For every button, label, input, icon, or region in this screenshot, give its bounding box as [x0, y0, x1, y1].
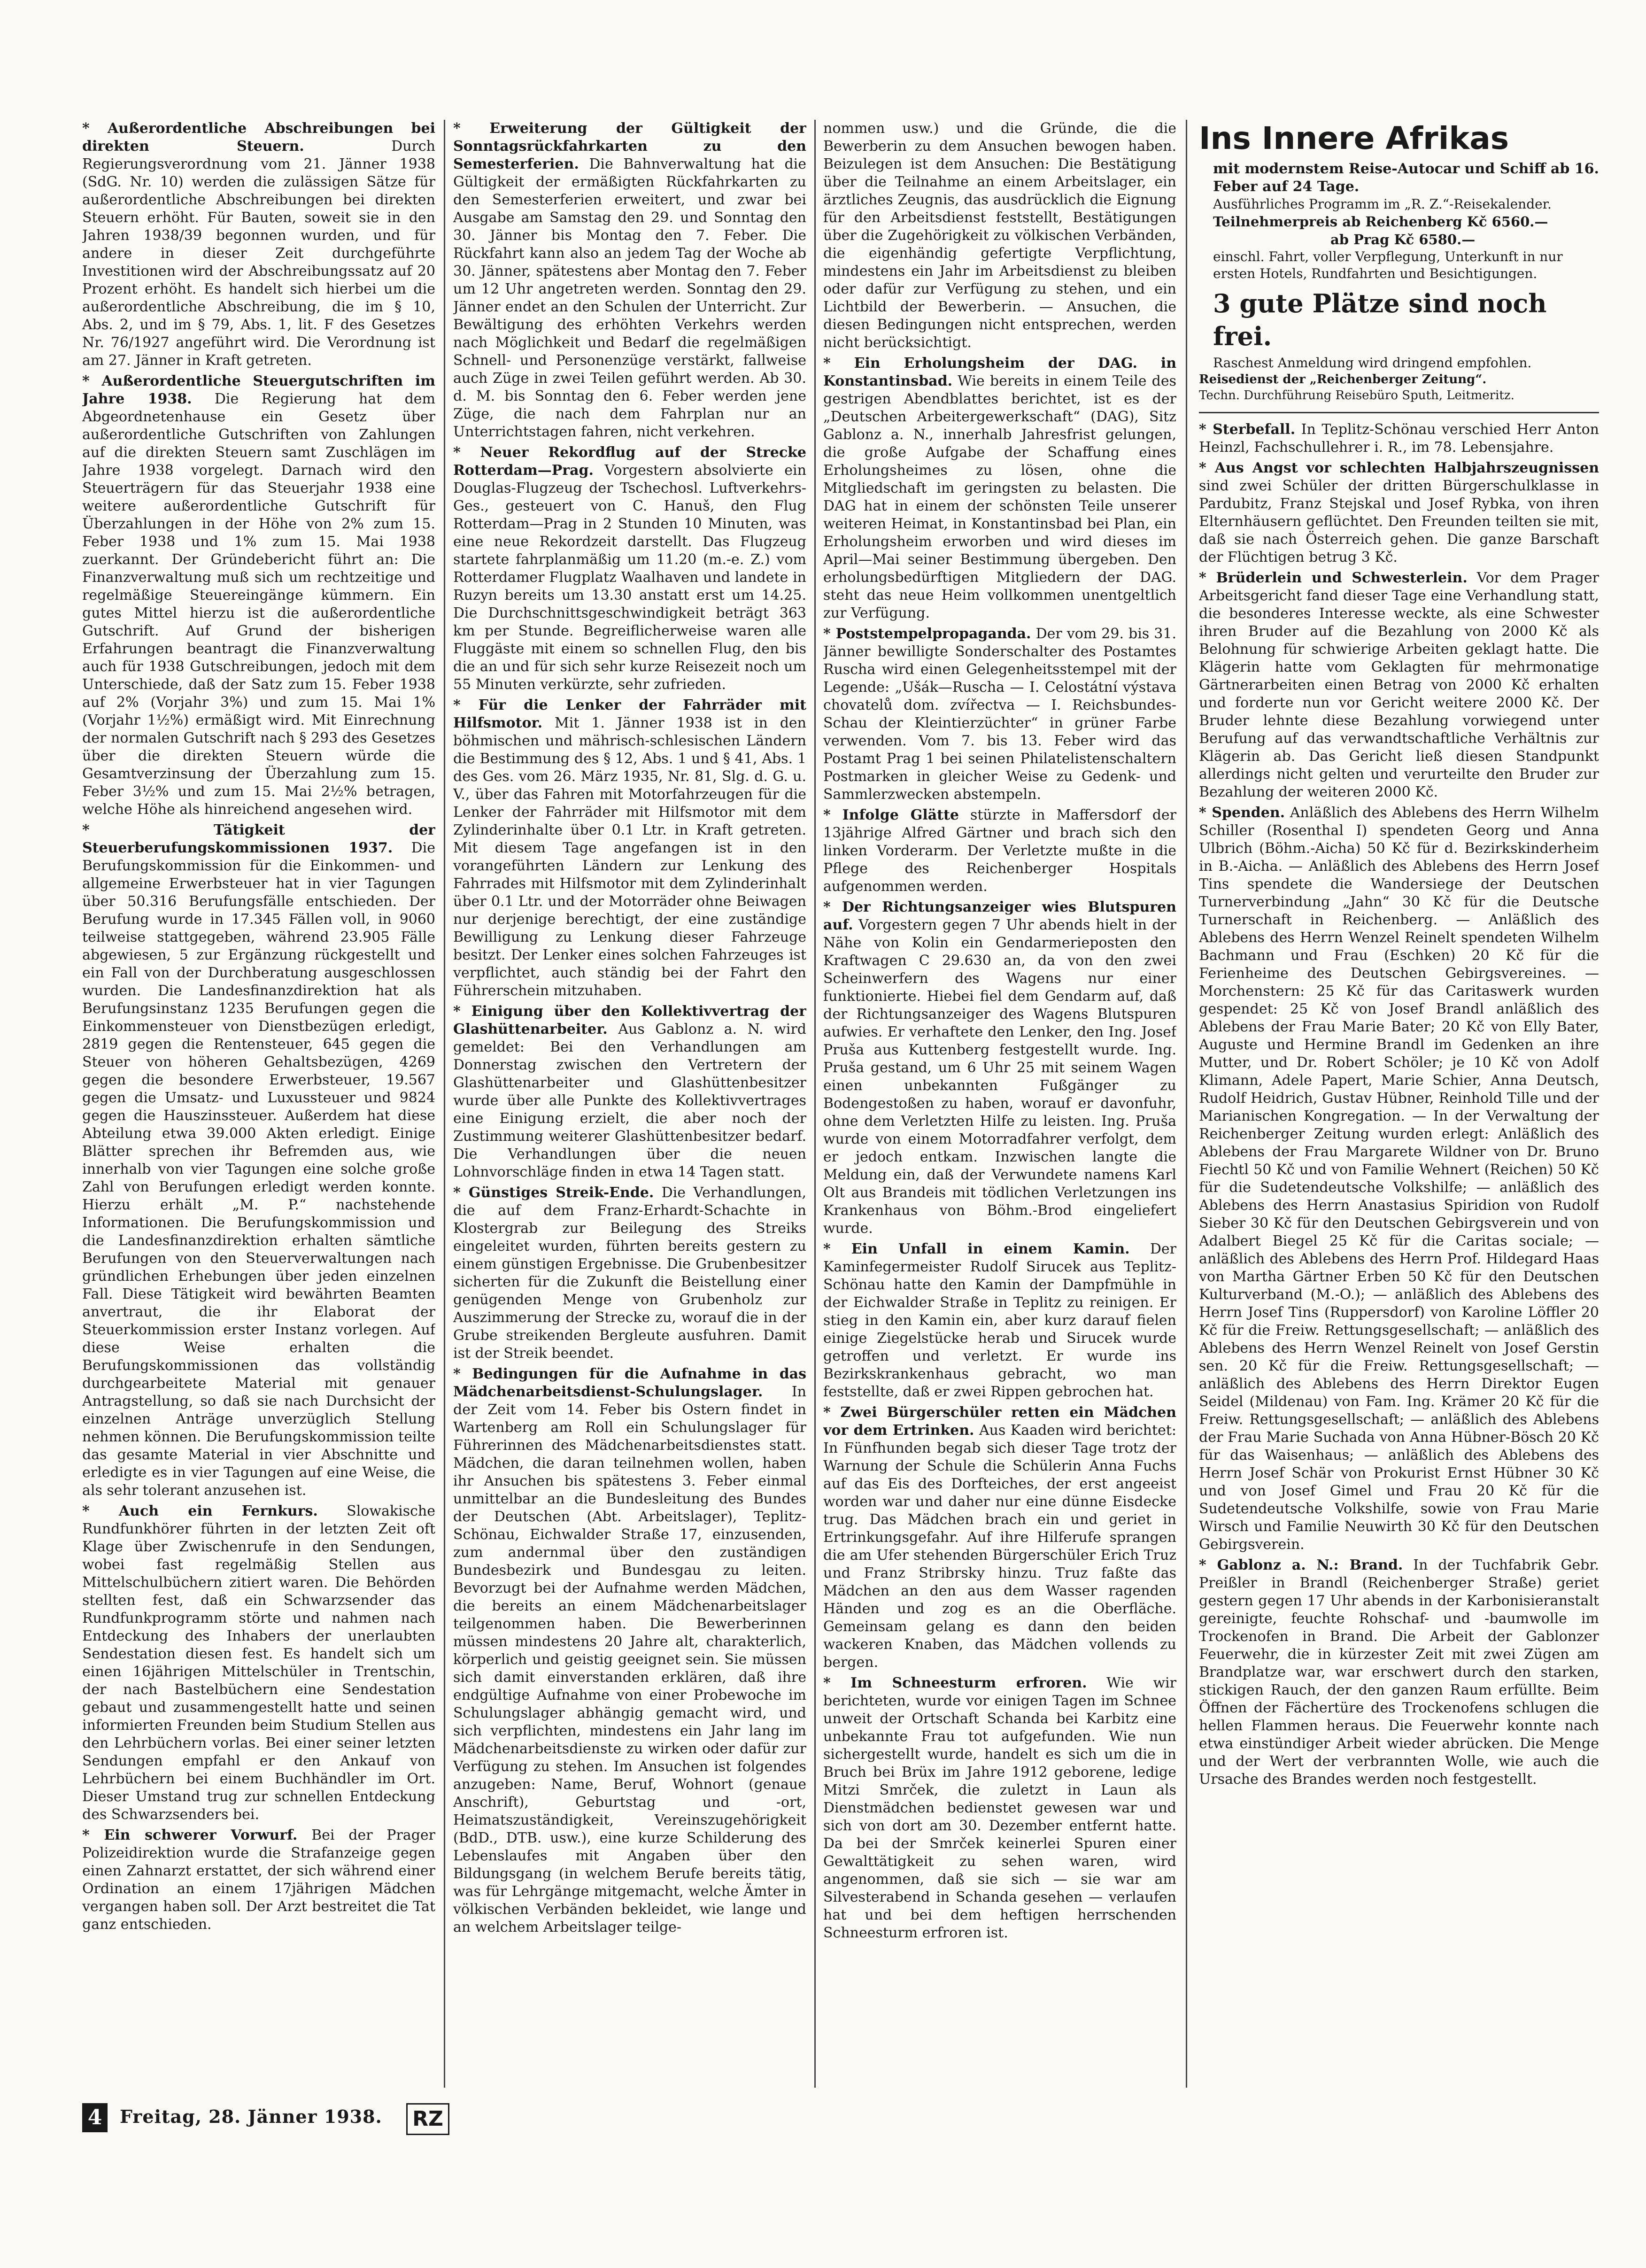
article-body: Vorgestern gegen 7 Uhr abends hielt in der Nähe von Kolin ein Gendarmerieposten den Kraftwagen C 29.630 an, da von den zwei Scheinwerfern des Wagens nur einer funktionierte. Hiebei fiel dem Gendarm auf, daß der Richtungsanzeiger des Wagens Blutspuren aufwies. Er verhaftete den Lenker, den Ing. Josef Pruša aus Kuttenberg festgestellt wurde. Ing. Pruša gestand, um 6 Uhr 25 mit seinem Wagen einen unbekannten Fußgänger zu Bodengestoßen zu haben, worauf er davonfuhr, ohne dem Verletzten Hilfe zu leisten. Ing. Pruša wurde von einem Motorradfahrer verfolgt, dem er jedoch entkam. Inzwischen langte die Meldung ein, daß der Verwundete namens Karl Olt aus Brandeis mit tödlichen Verletzungen ins Krankenhaus von Böhm.-Brod eingeliefert wurde.	[823, 917, 1176, 1237]
article-body: Der vom 29. bis 31. Jänner bewilligte Sonderschalter des Postamtes Ruscha wird einen Gelegenheitsstempel mit der Legende: „Ušák—Ruscha — I. Celostátní výstava chovatelů dom. zvířectva — I. Reichsbundes-Schau der Kleintierzüchter“ in grüner Farbe verwenden. Vom 7. bis 13. Feber wird das Postamt Prag 1 bei seinen Philatelistenschaltern Postmarken in gleicher Weise zu Gedenk- und Sammlerzwecken abstempeln.	[823, 626, 1176, 803]
article-headline: * Tätigkeit der Steuerberufungskommissionen 1937.	[82, 822, 435, 856]
article-body: nommen usw.) und die Gründe, die die Bewerberin zu dem Ansuchen bewogen haben. Beizulegen ist dem Ansuchen: Die Bestätigung über die Teilnahme an einem Arbeitslager, ein ärztliches Zeugnis, das ausdrücklich die Eignung für den Arbeitsdienst feststellt, Bestätigungen über die Zugehörigkeit zu völkischen Verbänden, die eigenhändig gefertigte Verpflichtung, mindestens ein Jahr im Arbeitsdienst zu bleiben oder dafür zur Verfügung zu stehen, und ein Lichtbild der Bewerberin. — Ansuchen, die diesen Bedingungen nicht entsprechen, werden nicht berücksichtigt.	[823, 120, 1176, 351]
column-rule	[444, 120, 445, 2088]
article	[82, 1827, 435, 1934]
article-headline: * Spenden.	[1199, 805, 1285, 821]
newspaper-page	[82, 120, 1599, 2116]
article-body: sind zwei Schüler der dritten Bürgerschulklasse in Pardubitz, Franz Stejskal und Josef Rybka, von ihren Elternhäusern geflüchtet. Den Freunden teilten sie mit, daß sie nach Österreich gehen. Die ganze Barschaft der Flüchtigen betrug 3 Kč.	[1199, 478, 1599, 565]
ad-availability: 3 gute Plätze sind noch frei.	[1213, 288, 1547, 351]
article-body: Anläßlich des Ablebens des Herrn Wilhelm Schiller (Rosenthal I) spendeten Georg und Anna Ulbrich (Böhm.-Aicha) 50 Kč für d. Bezirkskinderheim in B.-Aicha. — Anläßlich des Ablebens des Herrn Josef Tins spendete die Wandersiege der Deutschen Turnerverbindung „Jahn“ 30 Kč für die Deutsche Turnerschaft in Reichenberg. — Anläßlich des Ablebens des Herrn Wenzel Reinelt spendeten Wilhelm Bachmann und Frau (Eschken) 20 Kč für die Ferienheime des Deutschen Gebirgsvereines. — Morchenstern: 25 Kč für das Caritaswerk wurden gespendet: 25 Kč von Josef Brandl anläßlich des Ablebens der Frau Marie Bater; 20 Kč von Elly Bater, Auguste und Hermine Brandl im Gedenken an ihre Mutter, und Dr. Robert Schöler; je 10 Kč von Adolf Klimann, Adele Papert, Marie Schier, Anna Deutsch, Rudolf Heidrich, Gustav Hübner, Reinhold Tille und der Marianischen Kongregation. — In der Verwaltung der Reichenberger Zeitung wurden erlegt: Anläßlich des Ablebens der Frau Margarete Wildner von Dr. Bruno Fiechtl 50 Kč und von Familie Wehnert (Reichen) 50 Kč für die Sudetendeutsche Volkshilfe; — anläßlich des Ablebens des Herrn Anastasius Spiridion von Rudolf Sieber 30 Kč für den Deutschen Gebirgsverein und von Adalbert Biegel 25 Kč für die Caritas sociale; — anläßlich des Ablebens des Herrn Prof. Hildegard Haas von Martha Gärtner Erben 50 Kč für den Deutschen Kulturverband (M.-O.); — anläßlich des Ablebens des Herrn Josef Tins (Ruppersdorf) von Karoline Löffler 20 Kč für die Freiw. Rettungsgesellschaft; — anläßlich des Ablebens des Herrn Wenzel Reinelt von Josef Gerstin sen. 20 Kč für die Freiw. Rettungsgesellschaft; — anläßlich des Ablebens des Herrn Direktor Eugen Seidel (Mildenau) von Fam. Ing. Krämer 20 Kč für die Freiw. Rettungsgesellschaft; — anläßlich des Ablebens der Frau Marie Suchada von Anna Hübner-Bösch 20 Kč für das Waisenhaus; — anläßlich des Ablebens des Herrn Josef Schär von Prokurist Ernst Hübner 30 Kč und von Josef Gimel und Frau 20 Kč für die Sudetendeutsche Volkshilfe, sowie von Frau Marie Wirsch und Familie Neuwirth 30 Kč für den Deutschen Gebirgsverein.	[1199, 805, 1599, 1553]
ad-price-prag	[1213, 231, 1599, 248]
ad-service-label: Reisedienst der „Reichenberger Zeitung“.	[1199, 372, 1487, 387]
ad-subtitle: mit modernstem Reise-Autocar und Schiff ab 16. Feber auf 24 Tage.	[1213, 161, 1599, 195]
ad-price-value: Kč 6580.—	[1394, 232, 1476, 248]
article-body: In der Zeit vom 14. Feber bis Ostern findet in Wartenberg am Roll ein Schulungslager für Führerinnen des Mädchenarbeitsdienstes statt. Mädchen, die daran teilnehmen wollen, haben ihr Ansuchen bis spätestens 3. Feber einmal unmittelbar an die Bundesleitung des Bundes der Deutschen (Abt. Arbeitslager), Teplitz-Schönau, Eichwalder Straße 17, einzusenden, zum andernmal über den zuständigen Bundesbezirk und Bundesgau zu leiten. Bevorzugt bei der Aufnahme werden Mädchen, die bereits an einem Mädchenarbeitslager teilgenommen haben. Die Bewerberinnen müssen mindestens 20 Jahre alt, charakterlich, körperlich und geistig geeignet sein. Sie müssen sich damit einverstanden erklären, daß ihre endgültige Aufnahme von einer Probewoche im Schulungslager abhängig gemacht wird, und sich verpflichten, mindestens ein Jahr lang im Mädchenarbeitsdienste zu wirken oder dafür zur Verfügung zu stehen. Im Ansuchen ist folgendes anzugeben: Name, Beruf, Wohnort (genaue Anschrift), Geburtstag und -ort, Heimatszuständigkeit, Vereinszugehörigkeit (BdD., DTB. usw.), eine kurze Schilderung des Lebenslaufes mit Angaben über den Bildungsgang (in welchem Berufe bereits tätig, was für Lehrgänge mitgemacht, welche Ämter in völkischen Verbänden bekleidet, wie lange und an welchem Arbeitslager teilge-	[453, 1384, 806, 1935]
article-headline: * Neuer Rekordflug auf der Strecke Rotterdam—Prag.	[453, 444, 806, 479]
article-body: Aus Kaaden wird berichtet: In Fünfhunden begab sich dieser Tage trotz der Warnung der Schule die Schülerin Anna Fuchs auf das Eis des Dorfteiches, der erst angeeist worden war und daher nur eine dünne Eisdecke trug. Das Mädchen brach ein und geriet in Ertrinkungsgefahr. Auf ihre Hilferufe sprangen die am Ufer stehenden Bürgerschüler Erich Truz und Franz Stribrsky hinzu. Truz faßte das Mädchen an den aus dem Wasser ragenden Händen und zog es an die Oberfläche. Gemeinsam gelang es dann den beiden wackeren Knaben, das Mädchen vollends zu bergen.	[823, 1422, 1176, 1671]
article-headline: * Einigung über den Kollektivvertrag der Glashüttenarbeiter.	[453, 1003, 806, 1037]
ad-title: Ins Innere Afrikas	[1199, 120, 1509, 156]
page-number: 4	[82, 2103, 108, 2132]
article-headline: * Günstiges Streik-Ende.	[453, 1184, 654, 1201]
article	[823, 1404, 1176, 1672]
article	[823, 806, 1176, 896]
ad-note: Raschest Anmeldung wird dringend empfohlen.	[1213, 355, 1532, 371]
article-body: Vor dem Prager Arbeitsgericht fand dieser Tage eine Verhandlung statt, die besonderes Interesse weckte, als eine Schwester ihren Bruder auf die Bezahlung von 2000 Kč als Belohnung für schwierige Arbeiten geklagt hatte. Die Klägerin hatte vom Geklagten für mehrmonatige Gärtnerarbeiten einen Betrag von 2000 Kč erhalten und forderte nun vor Gericht weitere 2000 Kč. Der Bruder lehnte diese Bezahlung vorwiegend unter Berufung auf das verwandtschaftliche Verhältnis zur Klägerin ab. Das Gericht ließ diesen Standpunkt allerdings nicht gelten und verurteilte den Bruder zur Bezahlung der weiteren 2000 Kč.	[1199, 570, 1599, 800]
article-headline: * Poststempelpropaganda.	[823, 626, 1031, 642]
article-body: Vorgestern absolvierte ein Douglas-Flugzeug der Tschechosl. Luftverkehrs-Ges., gesteuert von C. Hanuš, den Flug Rotterdam—Prag in 2 Stunden 10 Minuten, was eine neue Rekordzeit darstellt. Das Flugzeug startete fahrplanmäßig um 11.20 (m.-e. Z.) vom Rotterdamer Flugplatz Waalhaven und landete in Ruzyn bereits um 13.30 anstatt erst um 14.25. Die Durchschnittsgeschwindigkeit beträgt 363 km per Stunde. Begreiflicherweise waren alle Fluggäste mit einem so schnellen Flug, den bis die an und für sich sehr kurze Reisezeit noch um 55 Minuten verkürzte, sehr zufrieden.	[453, 462, 806, 693]
article-headline: * Zwei Bürgerschüler retten ein Mädchen vor dem Ertrinken.	[823, 1404, 1176, 1439]
article	[1199, 569, 1599, 801]
article-headline: * Erweiterung der Gültigkeit der Sonntagsrückfahrkarten zu den Semesterferien.	[453, 120, 806, 172]
article-body: Die Verhandlungen, die auf dem Franz-Erhardt-Schachte in Klostergrab zur Beilegung des Streiks eingeleitet wurden, führten bereits gestern zu einem günstigen Ergebnisse. Die Grubenbesitzer sicherten für die Zukunft die Beistellung einer genügenden Menge von Grubenholz zur Auszimmerung der Strecke zu, worauf die in der Grube streikenden Bergleute ausfuhren. Damit ist der Streik beendet.	[453, 1184, 806, 1362]
article	[1199, 421, 1599, 457]
article-body: Mit 1. Jänner 1938 ist in den böhmischen und mährisch-schlesischen Ländern die Bestimmung des § 12, Abs. 1 und § 41, Abs. 1 des Ges. vom 26. März 1935, Nr. 81, Slg. d. G. u. V., über das Fahren mit Motorfahrzeugen für die Lenker der Fahrräder mit Hilfsmotor mit dem Zylinderinhalte über 0.1 Ltr. in Kraft getreten. Mit diesem Tage angefangen ist in den vorangeführten Ländern zur Lenkung des Fahrrades mit Hilfsmotor mit dem Zylinderinhalt über 0.1 Ltr. und der Motorräder ohne Beiwagen nur derjenige berechtigt, der eine zuständige Bewilligung zu Lenkung dieser Fahrzeuge besitzt. Der Lenker eines solchen Fahrzeuges ist verpflichtet, auch ständig bei der Fahrt den Führerschein mitzuhaben.	[453, 715, 806, 999]
article-headline: * Sterbefall.	[1199, 421, 1296, 438]
travel-advertisement	[1199, 120, 1599, 413]
column-4-articles	[1199, 421, 1599, 1788]
article-body: Die Bahnverwaltung hat die Gültigkeit der ermäßigten Rückfahrkarten zu den Semesterferien erweitert, und zwar bei Ausgabe am Samstag den 29. und Sonntag den 30. Jänner bis Montag den 7. Feber. Die Rückfahrt kann also an jedem Tag der Woche ab 30. Jänner, spätestens aber Montag den 7. Feber um 12 Uhr angetreten werden. Sonntag den 29. Jänner endet an den Schulen der Unterricht. Zur Bewältigung des erhöhten Verkehrs werden nach Möglichkeit und Bedarf die regelmäßigen Schnell- und Personenzüge verstärkt, fallweise auch Züge in zwei Teilen geführt werden. Ab 30. d. M. bis Sonntag den 6. Feber werden jene Züge, die nach dem Fahrplan nur an Unterrichtstagen fahren, nicht verkehren.	[453, 156, 806, 440]
article	[82, 120, 435, 370]
article	[823, 120, 1176, 352]
ad-program: Ausführliches Programm im „R. Z.“-Reisekalender.	[1213, 196, 1552, 212]
article	[823, 1240, 1176, 1401]
newspaper-logo: RZ	[406, 2103, 449, 2135]
article-body: stürzte in Maffersdorf der 13jährige Alfred Gärtner und brach sich den linken Vorderarm. Der Verletzte mußte in die Pflege des Reichenberger Hospitals aufgenommen werden.	[823, 807, 1176, 895]
article-headline: * Ein Erholungsheim der DAG. in Konstantinsbad.	[823, 355, 1176, 389]
article-headline: * Brüderlein und Schwesterlein.	[1199, 570, 1468, 586]
ad-service-detail: Techn. Durchführung Reisebüro Sputh, Leitmeritz.	[1199, 388, 1515, 403]
article	[453, 444, 806, 694]
article-headline: * Für die Lenker der Fahrräder mit Hilfsmotor.	[453, 697, 806, 731]
ad-service	[1199, 372, 1599, 403]
page-footer	[82, 2103, 495, 2136]
article	[823, 1674, 1176, 1942]
article-headline: * Aus Angst vor schlechten Halbjahrszeugnissen	[1199, 460, 1599, 476]
ad-price-label: Teilnehmerpreis ab Reichenberg	[1213, 214, 1462, 230]
column-2	[453, 120, 806, 2088]
article-headline: * Auch ein Fernkurs.	[82, 1503, 318, 1519]
article-headline: * Außerordentliche Steuergutschriften im Jahre 1938.	[82, 373, 435, 407]
column-1	[82, 120, 435, 2088]
article	[453, 1365, 806, 1936]
article-body: In der Tuchfabrik Gebr. Preißler in Brandl (Reichenberger Straße) geriet gestern gegen 17 Uhr abends in der Karbonisieranstalt gereinigte, feuchte Rohschaf- und -baumwolle im Trockenofen in Brand. Die Arbeit der Gablonzer Feuerwehr, die in kürzester Zeit mit zwei Zügen am Brandplatze war, war erschwert durch den starken, stickigen Rauch, der den ganzen Raum erfüllte. Beim Öffnen der Fächertüre des Trockenofens schlugen die hellen Flammen heraus. Die Feuerwehr konnte nach etwa einstündiger Arbeit wieder abrücken. Die Menge und der Wert der verbrannten Wolle, wie auch die Ursache des Brandes werden noch festgestellt.	[1199, 1557, 1599, 1788]
article-body: Bei der Prager Polizeidirektion wurde die Strafanzeige gegen einen Zahnarzt erstattet, der sich während einer Ordination an einem 17jährigen Mädchen vergangen haben soll. Der Arzt bestreitet die Tat ganz entschieden.	[82, 1827, 435, 1933]
article-body: In Teplitz-Schönau verschied Herr Anton Heinzl, Fachschullehrer i. R., im 78. Lebensjahre.	[1199, 421, 1599, 456]
article	[823, 355, 1176, 622]
article-headline: * Im Schneesturm erfroren.	[823, 1675, 1087, 1691]
article-body: Die Regierung hat dem Abgeordnetenhause ein Gesetz über außerordentliche Gutschriften von Zahlungen auf die direkten Steuern samt Zuschlägen im Jahre 1938 vorgelegt. Darnach wird den Steuerträgern für das Steuerjahr 1938 eine weitere außerordentliche Gutschrift für Überzahlungen in der Höhe von 2% zum 15. Feber 1938 und 1% zum 15. Mai 1938 zuerkannt. Der Gründebericht führt an: Die Finanzverwaltung muß sich um rechtzeitige und regelmäßige Steuereingänge kümmern. Ein gutes Mittel hierzu ist die außerordentliche Gutschrift. Auf Grund der bisherigen Erfahrungen beantragt die Finanzverwaltung auch für 1938 Gutschreibungen, jedoch mit dem Unterschiede, daß der Satz zum 15. Feber 1938 auf 2% (Vorjahr 3%) und zum 15. Mai 1% (Vorjahr 1½%) ermäßigt wird. Mit Einrechnung der normalen Gutschrift nach § 293 des Gesetzes über die direkten Steuern würde die Gesamtverzinsung der Überzahlung zum 15. Feber 3½% und zum 15. Mai 2½% betragen, welche Höhe als hinreichend angesehen wird.	[82, 391, 435, 818]
article	[1199, 459, 1599, 566]
article-headline: * Außerordentliche Abschreibungen bei direkten Steuern.	[82, 120, 435, 155]
article-body: Wie wir berichteten, wurde vor einigen Tagen im Schnee unweit der Ortschaft Schanda bei Karbitz eine unbekannte Frau tot aufgefunden. Wie nun sichergestellt wurde, handelt es sich um die in Bruch bei Brüx im Jahre 1912 geborene, ledige Mitzi Smrček, die zuletzt in Laun als Dienstmädchen bedienstet gewesen war und sich von dort am 30. Dezember entfernt hatte. Da bei der Smrček keinerlei Spuren einer Gewalttätigkeit zu sehen waren, wird angenommen, daß sie sich — sie war am Silvesterabend in Schanda gesehen — verlaufen hat und bei dem heftigen herrschenden Schneesturm erfroren ist.	[823, 1675, 1176, 1941]
ad-price-label: ab Prag	[1330, 232, 1390, 248]
article	[823, 898, 1176, 1238]
article-body: Slowakische Rundfunkhörer führten in der letzten Zeit oft Klage über Zwischenrufe in den Sendungen, wobei fast regelmäßig Stellen aus Mittelschulbüchern zitiert waren. Die Behörden stellten fest, daß ein Schwarzsender das Rundfunkprogramm störte und nahmen nach Entdeckung des Inhabers der unerlaubten Sendestation diesen fest. Es handelt sich um einen 16jährigen Mittelschüler in Trentschin, der nach Bastelbüchern eine Sendestation gebaut und zusammengestellt hatte und seinen informierten Freunden beim Studium Stellen aus den Lehrbüchern vorlas. Bei einer seiner letzten Sendungen empfahl er den Ankauf von Lehrbüchern bei einem Buchhändler im Ort. Dieser Umstand trug zur schnellen Entdeckung des Schwarzsenders bei.	[82, 1503, 435, 1823]
article	[823, 625, 1176, 804]
article	[82, 372, 435, 819]
article	[82, 1502, 435, 1824]
article-body: Die Berufungskommission für die Einkommen- und allgemeine Erwerbsteuer hat in vier Tagungen über 50.316 Berufungsfälle entschieden. Der Berufung wurde in 17.345 Fällen voll, in 9060 teilweise stattgegeben, während 23.905 Fälle abgewiesen, 5 zur Ergänzung rückgestellt und ein Fall von der Durchberatung ausgeschlossen wurden. Die Landesfinanzdirektion hat als Berufungsinstanz 1235 Berufungen gegen die Einkommensteuer von Dienstbezügen erledigt, 2819 gegen die Rentensteuer, 645 gegen die Steuer von höheren Gehaltsbezügen, 4269 gegen die besondere Erwerbsteuer, 19.567 gegen die Umsatz- und Luxussteuer und 9824 gegen die Hauszinssteuer. Außerdem hat diese Abteilung etwa 39.000 Akten erledigt. Einige Blätter sprechen ihr Befremden aus, wie innerhalb von vier Tagungen eine solche große Zahl von Berufungen erledigt werden konnte. Hierzu erhält „M. P.“ nachstehende Informationen. Die Berufungskommission und die Landesfinanzdirektion erhalten sämtliche Berufungen von den Steuerverwaltungen nach gründlichen Erhebungen über jeden einzelnen Fall. Diese Tätigkeit wird bewährten Beamten anvertraut, die ihr Elaborat der Steuerkommission erster Instanz vorlegen. Auf diese Weise erhalten die Berufungskommissionen das vollständig durchgearbeitete Material mit genauer Antragstellung, so daß sie nach Durchsicht der einzelnen Anträge unverzüglich Stellung nehmen können. Die Berufungskommission teilte das gesamte Material in vier Abschnitte und erledigte es in vier Tagungen auf eine Weise, die als sehr tolerant anzusehen ist.	[82, 840, 435, 1499]
ad-price-reichenberg	[1213, 213, 1599, 231]
article-headline: * Bedingungen für die Aufnahme in das Mädchenarbeitsdienst-Schulungslager.	[453, 1366, 806, 1400]
article-body: Durch Regierungsverordnung vom 21. Jänner 1938 (SdG. Nr. 10) werden die zulässigen Sätze für außerordentliche Abschreibungen bei direkten Steuern erhöht. Für Bauten, soweit sie in den Jahren 1938/39 begonnen wurden, und für andere in dieser Zeit durchgeführte Investitionen wird der Abschreibungssatz auf 20 Prozent erhöht. Es handelt sich hierbei um die außerordentliche Abschreibung, die im § 10, Abs. 2, und im § 79, Abs. 1, lit. F des Gesetzes Nr. 76/1927 angeführt wird. Die Verordnung ist am 27. Jänner in Kraft getreten.	[82, 138, 435, 369]
article	[453, 1184, 806, 1362]
article	[453, 120, 806, 441]
article-body: Der Kaminfegermeister Rudolf Sirucek aus Teplitz-Schönau hatte den Kamin der Dampfmühle in der Eichwalder Straße in Teplitz zu reinigen. Er stieg in den Kamin ein, aber kurz darauf fielen einige Ziegelstücke herab und Sirucek wurde getroffen und verletzt. Er wurde ins Bezirkskrankenhaus gebracht, wo man feststellte, daß er zwei Rippen gebrochen hat.	[823, 1241, 1176, 1400]
ad-price-value: Kč 6560.—	[1467, 214, 1548, 230]
article	[1199, 1556, 1599, 1788]
article	[1199, 804, 1599, 1554]
column-3	[823, 120, 1176, 2088]
article-headline: * Ein Unfall in einem Kamin.	[823, 1241, 1130, 1257]
column-4	[1199, 120, 1599, 2088]
column-rule	[814, 120, 816, 2088]
column-rule	[1186, 120, 1187, 2088]
footer-date: Freitag, 28. Jänner 1938.	[120, 2106, 382, 2127]
article	[453, 1003, 806, 1181]
ad-included: einschl. Fahrt, voller Verpflegung, Unterkunft in nur ersten Hotels, Rundfahrten und Besichtigungen.	[1213, 249, 1563, 281]
article	[82, 821, 435, 1500]
article-headline: * Gablonz a. N.: Brand.	[1199, 1557, 1403, 1573]
article	[453, 697, 806, 1000]
article-headline: * Infolge Glätte	[823, 807, 959, 823]
article-headline: * Ein schwerer Vorwurf.	[82, 1827, 298, 1843]
article-headline: * Der Richtungsanzeiger wies Blutspuren auf.	[823, 899, 1176, 933]
article-body: Wie bereits in einem Teile des gestrigen Abendblattes berichtet, ist es der „Deutschen Arbeitergewerkschaft“ (DAG), Sitz Gablonz a. N., innerhalb Jahresfrist gelungen, die große Aufgabe der Schaffung eines Erholungsheimes zu lösen, ohne die Mitgliedschaft im geringsten zu belasten. Die DAG hat in einem der schönsten Teile unserer weiteren Heimat, in Konstantinsbad bei Plan, ein Erholungsheim erworben und wird dieses im April—Mai seiner Bestimmung übergeben. Den erholungsbedürftigen Mitgliedern der DAG. steht das neue Heim vollkommen unentgeltlich zur Verfügung.	[823, 373, 1176, 621]
article-body: Aus Gablonz a. N. wird gemeldet: Bei den Verhandlungen am Donnerstag zwischen den Vertretern der Glashüttenarbeiter und Glashüttenbesitzer wurde über alle Punkte des Kollektivvertrages eine Einigung erzielt, die aber noch der Zustimmung weiterer Glashüttenbesitzer bedarf. Die Verhandlungen über die neuen Lohnvorschläge finden in etwa 14 Tagen statt.	[453, 1021, 806, 1180]
